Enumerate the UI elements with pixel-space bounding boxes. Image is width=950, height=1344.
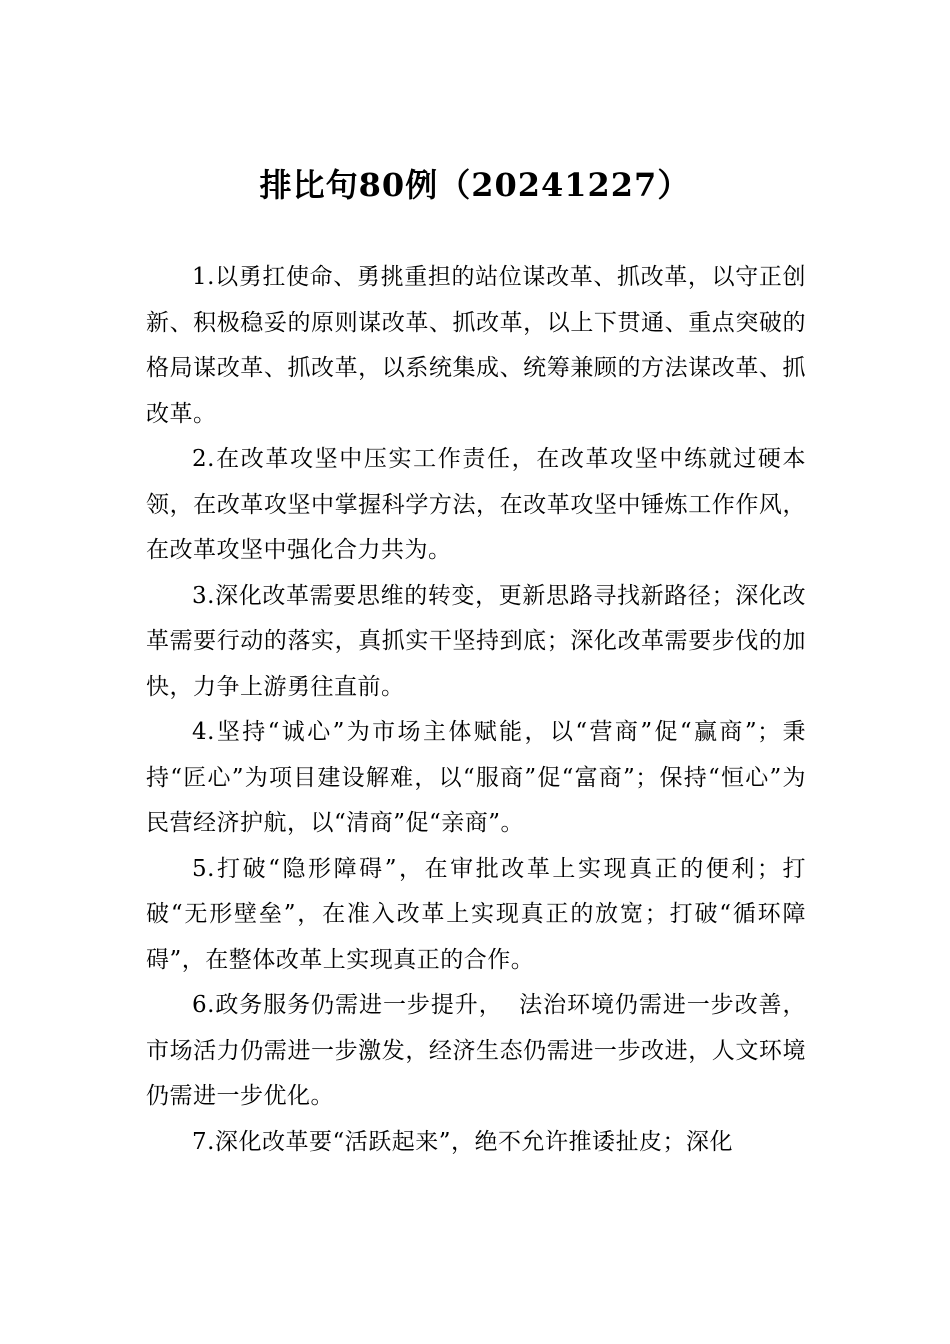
paragraph-7: 7.深化改革要“活跃起来”，绝不允许推诿扯皮；深化 xyxy=(192,1128,733,1155)
paragraph-5: 5.打破“隐形障碍”，在审批改革上实现真正的便利；打破“无形壁垒”，在准入改革上实现真正的放宽；打破“循环障碍”，在整体改革上实现真正的合作。 xyxy=(146,855,806,973)
paragraph-3: 3.深化改革需要思维的转变，更新思路寻找新路径；深化改革需要行动的落实，真抓实干坚持到底；深化改革需要步伐的加快，力争上游勇往直前。 xyxy=(146,582,806,700)
paragraph-2: 2.在改革攻坚中压实工作责任，在改革攻坚中练就过硬本领，在改革攻坚中掌握科学方法，在改革攻坚中锤炼工作作风，在改革攻坚中强化合力共为。 xyxy=(146,446,806,563)
paragraph-1: 1.以勇扛使命、勇挑重担的站位谋改革、抓改革，以守正创新、积极稳妥的原则谋改革、抓改革，以上下贯通、重点突破的格局谋改革、抓改革，以系统集成、统筹兼顾的方法谋改革、抓改革。 xyxy=(146,264,806,427)
paragraph-6: 6.政务服务仍需进一步提升， 法治环境仍需进一步改善，市场活力仍需进一步激发，经济生态仍需进一步改进，人文环境仍需进一步优化。 xyxy=(146,992,806,1109)
document-title: 排比句80例（20241227） xyxy=(259,166,691,204)
document-body xyxy=(146,255,806,1165)
paragraph-4: 4.坚持“诚心”为市场主体赋能，以“营商”促“赢商”；秉持“匠心”为项目建设解难，以“服商”促“富商”；保持“恒心”为民营经济护航，以“清商”促“亲商”。 xyxy=(146,719,806,836)
